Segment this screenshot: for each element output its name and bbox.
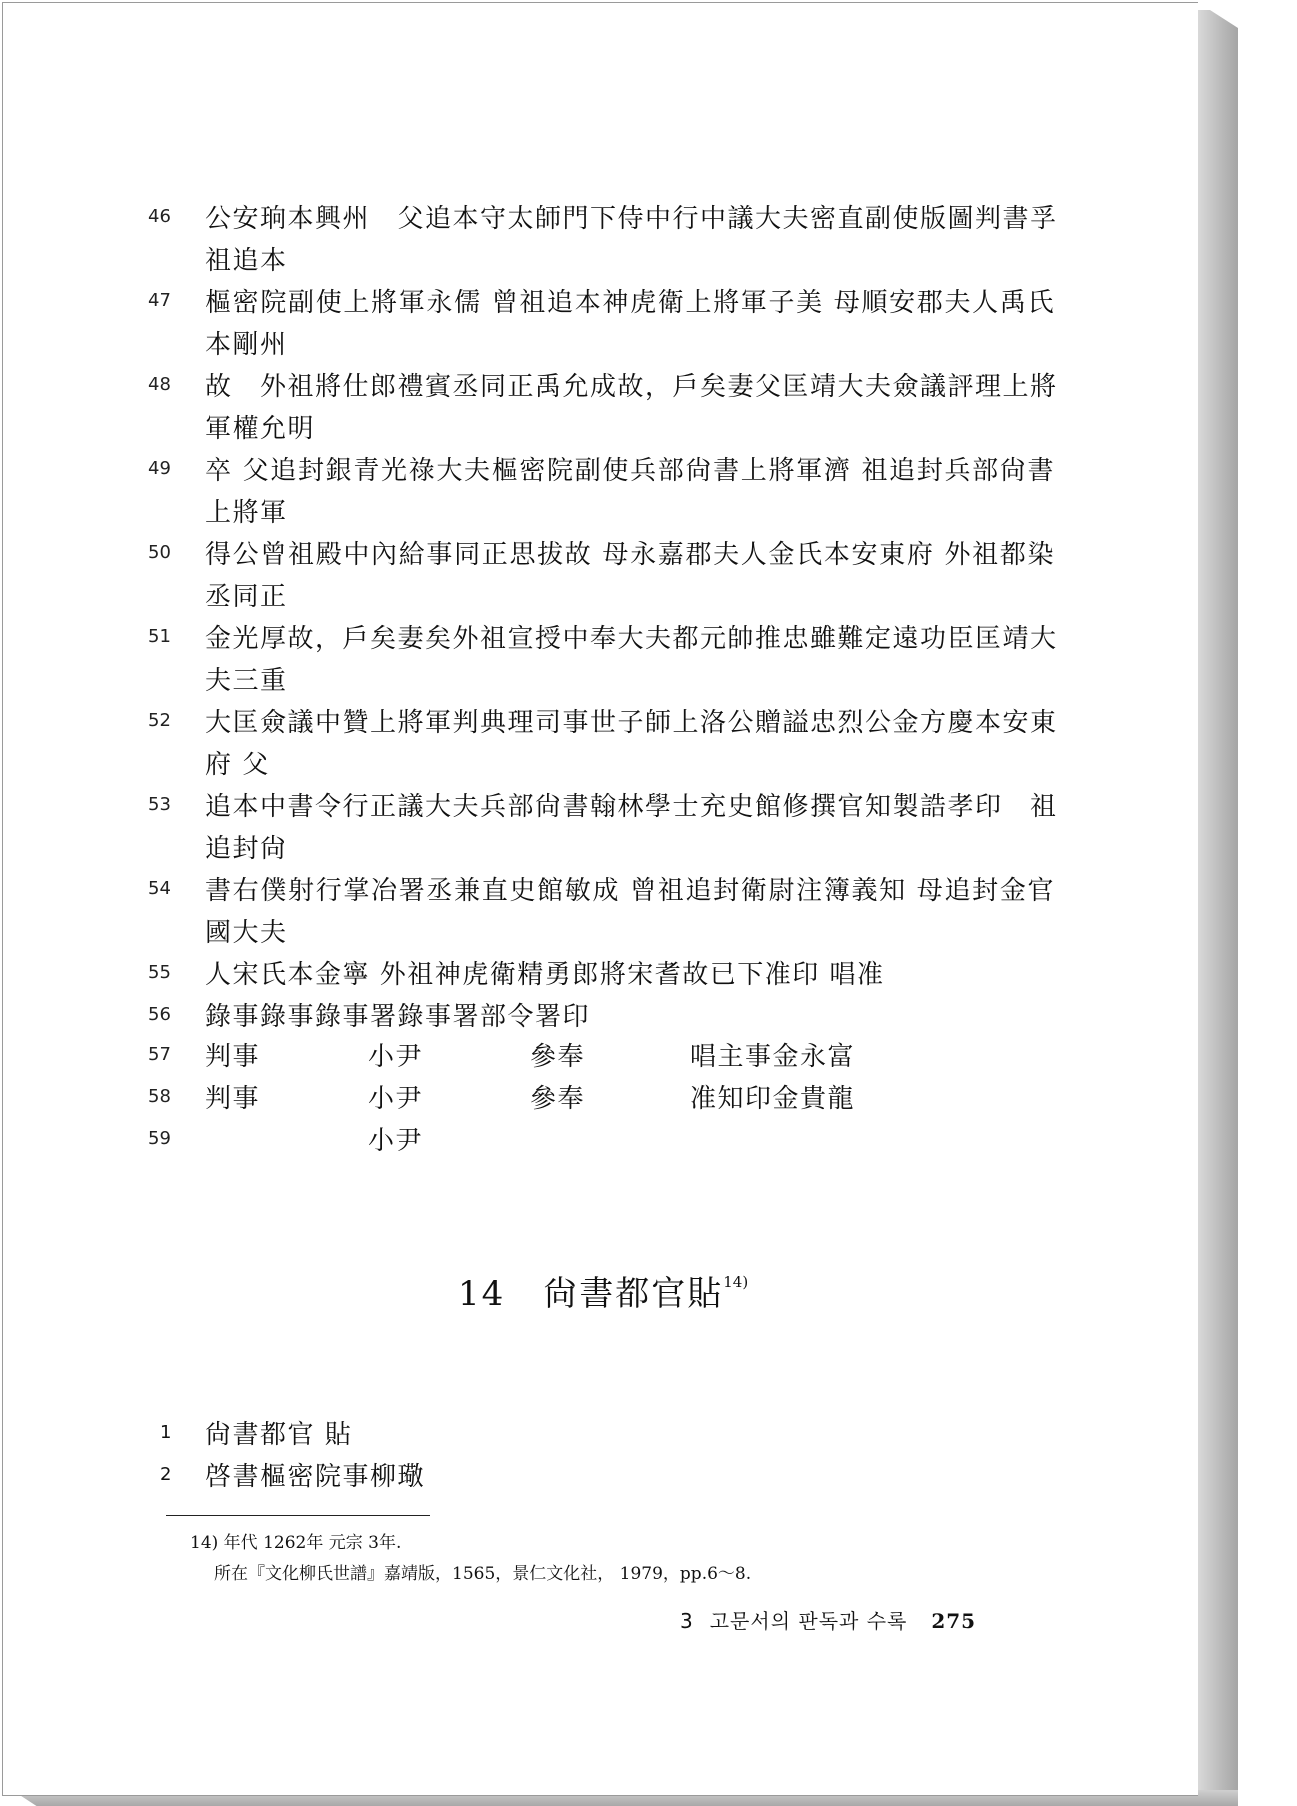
- footnote-line: 14) 年代 1262年 元宗 3年.: [190, 1533, 402, 1553]
- line-number: 46: [148, 206, 171, 227]
- line-continuation: 上將軍: [205, 498, 288, 528]
- line-number: 52: [148, 710, 171, 731]
- line-text: 樞密院副使上將軍永儒 曾祖追本神虎衛上將軍子美 母順安郡夫人禹氏: [205, 288, 1055, 318]
- section-heading: [458, 1266, 748, 1315]
- line-number: 57: [148, 1044, 171, 1065]
- section-number: 14: [458, 1274, 506, 1314]
- line-continuation: 追封尙: [205, 834, 288, 864]
- transcription-line: [0, 450, 1297, 528]
- line-number: 54: [148, 878, 171, 899]
- line-continuation: 丞同正: [205, 582, 288, 612]
- transcription-line: [0, 366, 1297, 444]
- transcription-line: [0, 996, 1297, 1036]
- transcription-line: [0, 198, 1297, 276]
- table-cell: 參奉: [530, 1084, 586, 1114]
- line-number: 51: [148, 626, 171, 647]
- line-number: 48: [148, 374, 171, 395]
- line-number: 49: [148, 458, 171, 479]
- table-cell: 准知印金貴龍: [690, 1084, 856, 1114]
- line-number: 1: [160, 1422, 172, 1443]
- footnote: [190, 1528, 751, 1590]
- line-text: 大匡僉議中贊上將軍判典理司事世子師上洛公贈謚忠烈公金方慶本安東: [205, 708, 1058, 738]
- table-row: [0, 1036, 1297, 1076]
- line-continuation: 本剛州: [205, 330, 288, 360]
- line-text: 尙書都官 貼: [205, 1420, 353, 1450]
- line-text: 人宋氏本金寧 外祖神虎衛精勇郎將宋耆故已下准印 唱准: [205, 960, 885, 990]
- running-footer: [680, 1605, 976, 1634]
- line-number: 53: [148, 794, 171, 815]
- line-text: 錄事錄事錄事署錄事署部令署印: [205, 1002, 591, 1032]
- line-continuation: 府 父: [205, 750, 270, 780]
- table-cell: 小尹: [368, 1084, 424, 1114]
- transcription-line: [0, 534, 1297, 612]
- table-cell: 判事: [205, 1042, 261, 1072]
- footnote-line: 所在『文化柳氏世譜』嘉靖版，1565，景仁文化社， 1979，pp.6～8.: [214, 1564, 752, 1584]
- line-text: 書右僕射行掌冶署丞兼直史館敏成 曾祖追封衛尉注簿義知 母追封金官: [205, 876, 1055, 906]
- table-row: [0, 1078, 1297, 1118]
- line-number: 50: [148, 542, 171, 563]
- line-continuation: 祖追本: [205, 246, 288, 276]
- section-title: 尙書都官貼: [543, 1274, 724, 1314]
- line-text: 得公曾祖殿中內給事同正思拔故 母永嘉郡夫人金氏本安東府 外祖都染: [205, 540, 1055, 570]
- line-continuation: 國大夫: [205, 918, 288, 948]
- line-continuation: 軍權允明: [205, 414, 316, 444]
- transcription-line: [0, 786, 1297, 864]
- line-continuation: 夫三重: [205, 666, 288, 696]
- page-number: 275: [931, 1609, 977, 1633]
- table-cell: 唱主事金永富: [690, 1042, 856, 1072]
- footnote-rule: [166, 1515, 430, 1516]
- table-cell: 小尹: [368, 1042, 424, 1072]
- line-number: 55: [148, 962, 171, 983]
- line-text: 故 外祖將仕郎禮賓丞同正禹允成故，戶矣妻父匡靖大夫僉議評理上將: [205, 372, 1058, 402]
- transcription-line: [0, 702, 1297, 780]
- line-number: 56: [148, 1004, 171, 1025]
- transcription-line: [0, 954, 1297, 994]
- line-text: 公安珦本興州 父追本守太師門下侍中行中議大夫密直副使版圖判書孚: [205, 204, 1058, 234]
- chapter-title: 고문서의 판독과 수록: [709, 1609, 908, 1633]
- chapter-number: 3: [680, 1609, 694, 1633]
- line-text: 金光厚故，戶矣妻矣外祖宣授中奉大夫都元帥推忠雖難定遠功臣匡靖大: [205, 624, 1058, 654]
- table-row: [0, 1120, 1297, 1160]
- line-text: 追本中書令行正議大夫兵部尙書翰林學士充史館修撰官知製誥孝印 祖: [205, 792, 1058, 822]
- table-cell: 參奉: [530, 1042, 586, 1072]
- line-text: 卒 父追封銀青光祿大夫樞密院副使兵部尙書上將軍濟 祖追封兵部尙書: [205, 456, 1055, 486]
- footnote-ref: 14): [723, 1273, 749, 1291]
- line-number: 2: [160, 1464, 172, 1485]
- line-number: 59: [148, 1128, 171, 1149]
- transcription-line: [0, 870, 1297, 948]
- transcription-line: [0, 282, 1297, 360]
- table-cell: 小尹: [368, 1126, 424, 1156]
- line-number: 47: [148, 290, 171, 311]
- line-number: 58: [148, 1086, 171, 1107]
- table-cell: 判事: [205, 1084, 261, 1114]
- transcription-line: [0, 618, 1297, 696]
- line-text: 啓書樞密院事柳璥: [205, 1462, 426, 1492]
